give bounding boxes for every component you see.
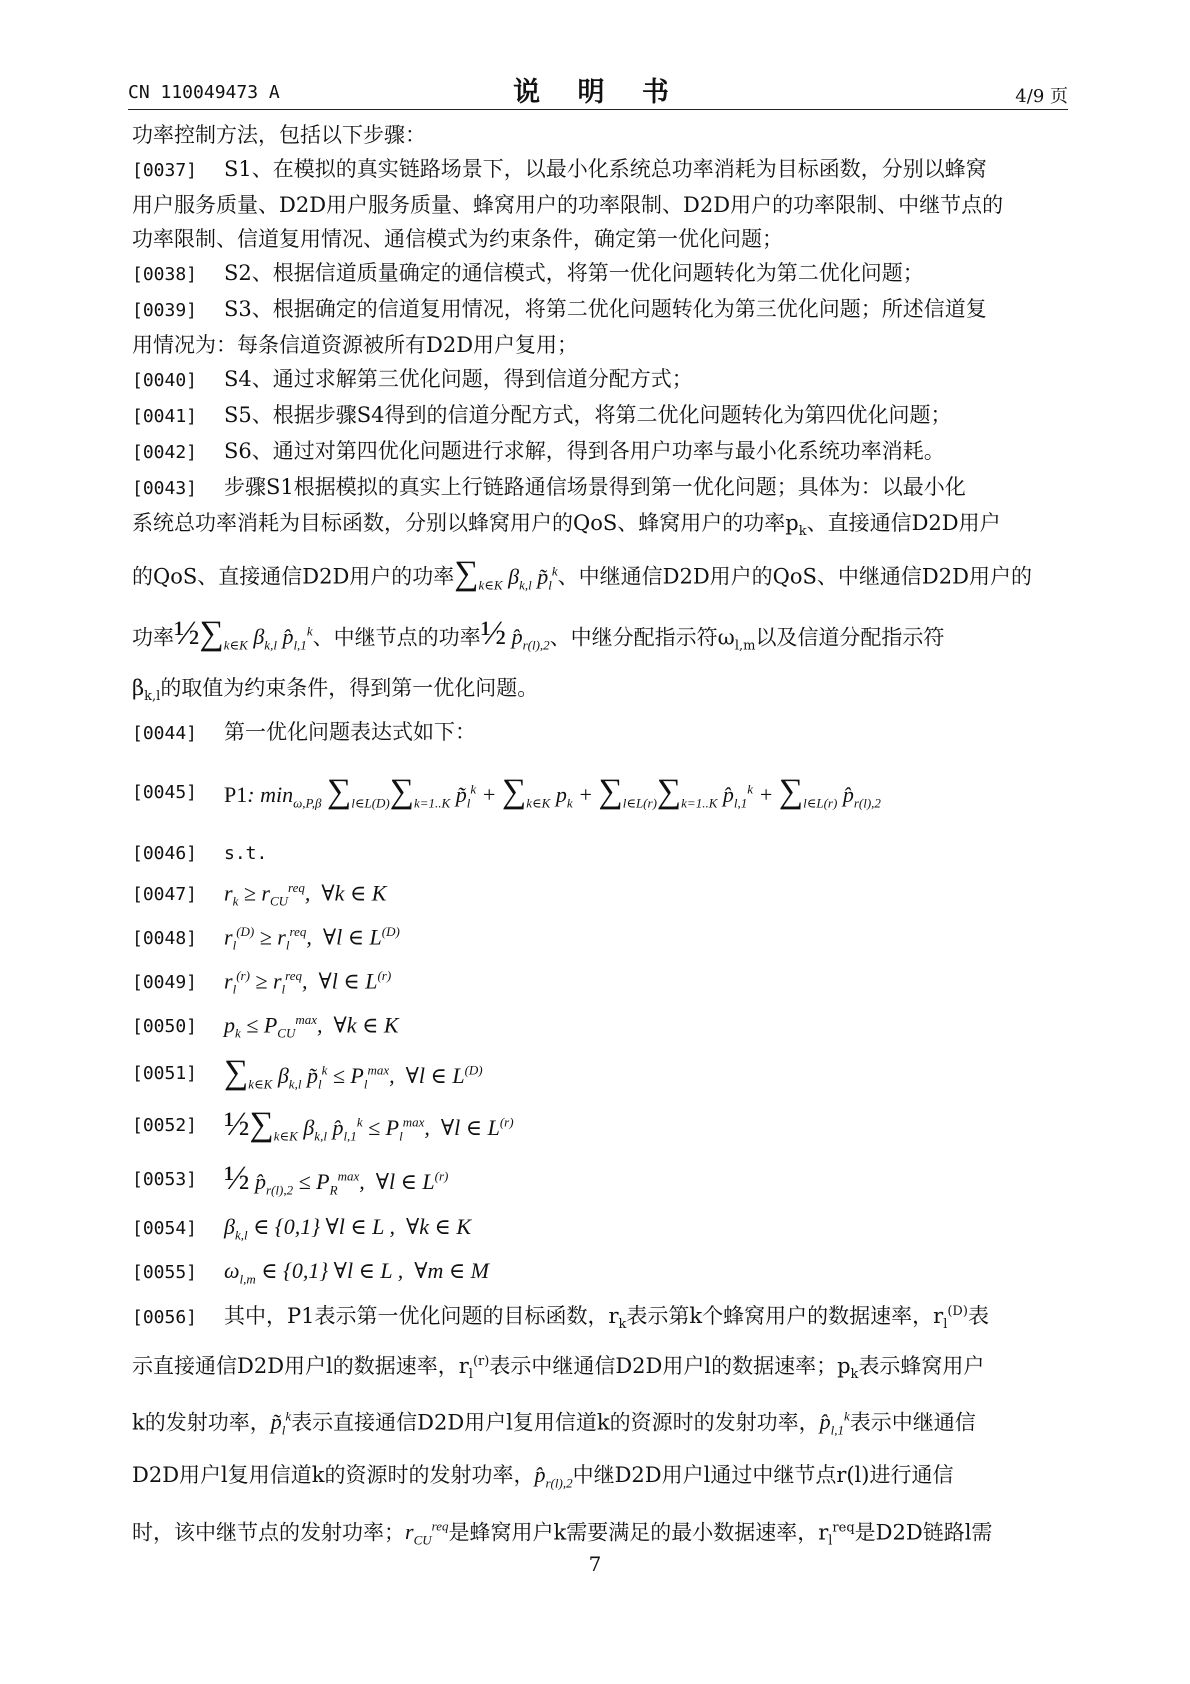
paragraph-list [132, 152, 1068, 470]
paragraph-text: s.t. [224, 842, 268, 864]
constraint-0049: [0049] $r_l^{(r)} \ge r_l^{req}$, ∀l ∈ $L^{(r)}$ [132, 967, 392, 997]
paragraph-continuation: 用户服务质量、D2D用户服务质量、蜂窝用户的功率限制、D2D用户的功率限制、中继节点的 [132, 193, 1004, 217]
paragraph-0056-line2: 示直接通信D2D用户l的数据速率，$r_l^{(r)}$表示中继通信D2D用户l的数据速率；$p_k$表示蜂窝用户 [132, 1353, 985, 1382]
constraint-0051: [0051] $\sum_{k\in K}$ $\beta_{k,l}$ $p̃_l^k \le P_l^{max}$, ∀l ∈ $L^{(D)}$ [132, 1054, 483, 1092]
constraint-0047: [0047] $r_k \ge r_{CU}^{req}$, ∀k ∈ K [132, 879, 387, 909]
paragraph-0037 [132, 152, 1068, 188]
paragraph-text: 其中，P1表示第一优化问题的目标函数，$r_k$表示第k个蜂窝用户的数据速率，$r_l^{(D)}$表 [224, 1303, 989, 1332]
section-title: 说 明 书 [513, 77, 683, 108]
paragraph-text: S6、通过对第四优化问题进行求解，得到各用户功率与最小化系统功率消耗。 [224, 439, 945, 463]
paragraph-0038 [132, 256, 1068, 292]
page-header [128, 70, 1068, 108]
paragraph-number: [0041] [132, 406, 198, 427]
paragraph-number: [0039] [132, 300, 198, 321]
objective-function: P1: $\min_{\omega,P,\beta} \sum_{l\in L(D)}\sum_{k=1..K}$ $p̃_l^k + \sum_{k\in K}$ $p_k + \sum_{l\in L(r)}\sum_{k=1..K}$ $p̂_{l,1}^k + \sum_{l\in L(r)}$ $p̂_{r(l),2}$ [224, 773, 881, 811]
paragraph-number: [0044] [132, 722, 198, 744]
paragraph-continuation: 功率限制、信道复用情况、通信模式为约束条件，确定第一优化问题； [132, 227, 783, 251]
paragraph-text: 第一优化问题表达式如下： [224, 719, 476, 744]
paragraph-0056-line4: D2D用户l复用信道k的资源时的发射功率，$p̂_{r(l),2}$中继D2D用户l通过中继节点r(l)进行通信 [132, 1461, 954, 1491]
paragraph-0039 [132, 292, 1068, 328]
paragraph-number: [0037] [132, 160, 198, 181]
paragraph-0056 [132, 1295, 1068, 1342]
paragraph-0041 [132, 398, 1068, 434]
paragraph-number: [0045] [132, 782, 198, 804]
intro-line: 功率控制方法，包括以下步骤： [132, 123, 426, 147]
constraint-0050: [0050] $p_k \le P_{CU}^{max}$, ∀k ∈ K [132, 1011, 399, 1041]
patent-number: CN 110049473 A [128, 82, 280, 103]
paragraph-0040 [132, 362, 1068, 398]
paragraph-number: [0040] [132, 370, 198, 391]
constraint-0048: [0048] $r_l^{(D)} \ge r_l^{req}$, ∀l ∈ $L^{(D)}$ [132, 923, 400, 953]
paragraph-text: S3、根据确定的信道复用情况，将第二优化问题转化为第三优化问题；所述信道复 [224, 297, 987, 321]
constraint-0054: [0054] $\beta_{k,l}$ ∈ {0,1} ∀l ∈ L , ∀k ∈ K [132, 1213, 472, 1243]
constraint-0055: [0055] $\omega_{l,m}$ ∈ {0,1} ∀l ∈ L , ∀m ∈ M [132, 1257, 489, 1287]
paragraph-0043-line4: 功率$\frac{1}{2}\sum_{k\in K}$ $\beta_{k,l}$ $p̂_{l,1}^k$、中继节点的功率½ $p̂_{r(l),2}$、中继分配指示符$\omega_{l,m}$以及信道分配指示符 [132, 615, 945, 654]
page-of: 4/9 页 [1015, 86, 1068, 107]
paragraph-0056-line5: 时，该中继节点的发射功率；$r_{CU}^{req}$是蜂窝用户k需要满足的最小数据速率，$r_l^{req}$是D2D链路l需 [132, 1519, 993, 1549]
paragraph-number: [0056] [132, 1306, 198, 1328]
paragraph-number: [0043] [132, 478, 198, 499]
paragraph-0046 [132, 835, 1068, 873]
paragraph-0043-line2: 系统总功率消耗为目标函数，分别以蜂窝用户的QoS、蜂窝用户的功率$p_k$、直接通信D2D用户 [132, 511, 1001, 540]
equation-0045 [132, 751, 1068, 835]
paragraph-0043-line5: $\beta_{k,l}$的取值为约束条件，得到第一优化问题。 [132, 676, 539, 705]
paragraph-0043 [132, 470, 1068, 506]
paragraph-text: S4、通过求解第三优化问题，得到信道分配方式； [224, 367, 693, 391]
paragraph-continuation: 用情况为：每条信道资源被所有D2D用户复用； [132, 333, 579, 357]
paragraph-0042 [132, 434, 1068, 470]
paragraph-number: [0038] [132, 264, 198, 285]
header-rule [128, 109, 1068, 110]
paragraph-0044 [132, 715, 1068, 751]
paragraph-text: 步骤S1根据模拟的真实上行链路通信场景得到第一优化问题；具体为：以最小化 [224, 475, 966, 499]
paragraph-text: S2、根据信道质量确定的通信模式，将第一优化问题转化为第二优化问题； [224, 261, 924, 285]
document-body [132, 118, 1068, 1564]
page-number: 7 [588, 1552, 602, 1576]
paragraph-number: [0046] [132, 842, 198, 864]
paragraph-number: [0042] [132, 442, 198, 463]
constraint-0053: [0053] ½ $p̂_{r(l),2} \le P_R^{max}$, ∀l ∈ $L^{(r)}$ [132, 1160, 449, 1198]
paragraph-0043-line3: 的QoS、直接通信D2D用户的功率$\sum_{k\in K}$ $\beta_{k,l}$ $p̃_l^k$、中继通信D2D用户的QoS、中继通信D2D用户的 [132, 554, 1032, 592]
constraint-0052: [0052] $\frac{1}{2}\sum_{k\in K}$ $\beta_{k,l}$ $p̂_{l,1}^k \le P_l^{max}$, ∀l ∈ $L^{(r)}$ [132, 1106, 514, 1144]
paragraph-0056-line3: k的发射功率，$p̃_l^k$表示直接通信D2D用户l复用信道k的资源时的发射功率，$p̂_{l,1}^k$表示中继通信 [132, 1408, 976, 1438]
paragraph-text: S1、在模拟的真实链路场景下，以最小化系统总功率消耗为目标函数，分别以蜂窝 [224, 157, 987, 181]
paragraph-text: S5、根据步骤S4得到的信道分配方式，将第二优化问题转化为第四优化问题； [224, 403, 952, 427]
